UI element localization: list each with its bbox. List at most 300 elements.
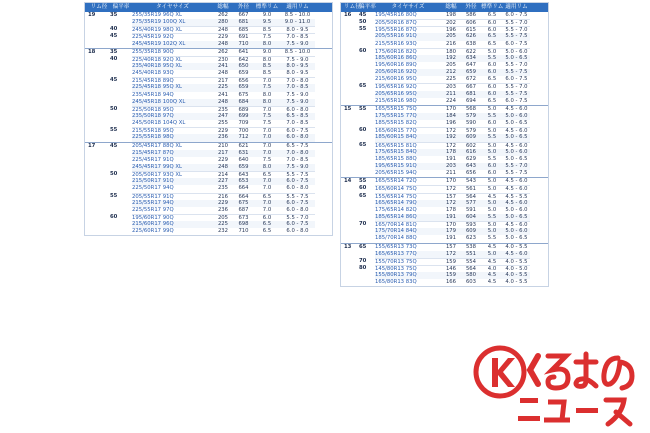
rim-diameter-cell xyxy=(341,120,359,127)
aspect-ratio-cell xyxy=(110,207,132,214)
outer-diameter-cell: 687 xyxy=(238,206,249,213)
aspect-ratio-cell xyxy=(359,149,375,156)
applicable-rim-cell: 4.5 - 6.0 xyxy=(503,200,530,207)
applicable-rim-cell: 5.0 - 6.5 xyxy=(505,120,528,127)
rim-diameter-cell xyxy=(341,170,359,177)
table-row xyxy=(341,120,548,127)
aspect-ratio-cell xyxy=(359,76,375,83)
rim-diameter-cell xyxy=(341,258,359,265)
rim-diameter-cell xyxy=(341,214,359,221)
tire-size-cell: 205/55R17 91Q xyxy=(132,193,213,200)
table-row xyxy=(341,48,548,55)
table-row xyxy=(341,214,548,221)
outer-diameter-cell: 593 xyxy=(461,221,481,228)
aspect-ratio-cell xyxy=(359,55,375,62)
tire-size-cell: 215/60R16 95Q xyxy=(375,76,417,83)
rim-diameter-cell xyxy=(85,70,110,77)
aspect-ratio-cell: 45 xyxy=(110,33,118,40)
standard-rim-cell: 7.5 xyxy=(254,84,280,91)
applicable-rim-cell: 7.0 - 8.5 xyxy=(280,84,315,91)
total-width-cell: 248 xyxy=(213,41,233,48)
table-row xyxy=(85,92,332,99)
total-width-cell: 225 xyxy=(445,76,457,83)
table-row xyxy=(85,84,332,91)
total-width-cell: 241 xyxy=(217,91,229,98)
kurumano-news-logo xyxy=(472,340,642,430)
tire-size-cell: 225/40R18 92Q XL xyxy=(132,56,213,63)
table-row xyxy=(341,279,548,286)
table-row xyxy=(341,76,548,83)
tire-size-cell: 195/55R16 87Q xyxy=(375,26,441,33)
aspect-ratio-cell: 55 xyxy=(110,127,118,134)
aspect-ratio-cell xyxy=(359,41,375,48)
tire-size-cell: 245/40R18 93Q xyxy=(132,70,174,77)
rim-diameter-cell xyxy=(85,185,110,192)
total-width-cell: 203 xyxy=(441,163,461,170)
table-header xyxy=(341,3,548,12)
outer-diameter-cell: 685 xyxy=(233,26,254,33)
standard-rim-cell: 7.0 xyxy=(254,106,280,113)
aspect-ratio-cell xyxy=(110,92,132,99)
rim-diameter-cell xyxy=(341,113,359,120)
total-width-cell: 203 xyxy=(441,83,461,90)
applicable-rim-cell: 6.0 - 7.5 xyxy=(280,221,315,228)
standard-rim-cell: 7.0 xyxy=(254,200,280,207)
applicable-rim-cell: 5.5 - 7.0 xyxy=(503,19,530,26)
standard-rim-cell: 4.5 xyxy=(481,193,503,200)
applicable-rim-cell: 7.5 - 9.0 xyxy=(280,164,315,171)
rim-diameter-cell xyxy=(85,221,110,228)
applicable-rim-cell: 6.0 - 7.5 xyxy=(505,76,528,83)
outer-diameter-cell: 643 xyxy=(233,171,254,178)
aspect-ratio-cell xyxy=(110,63,132,70)
rim-diameter-cell xyxy=(341,127,359,134)
total-width-cell: 235 xyxy=(217,185,229,192)
total-width-cell: 198 xyxy=(445,12,457,18)
outer-diameter-cell: 602 xyxy=(461,142,481,149)
table-row xyxy=(85,99,332,106)
total-width-cell: 229 xyxy=(213,33,233,40)
outer-diameter-cell: 609 xyxy=(461,134,481,141)
aspect-ratio-cell xyxy=(110,19,132,26)
standard-rim-cell: 8.0 xyxy=(262,91,272,98)
standard-rim-cell: 6.5 xyxy=(487,40,497,47)
outer-diameter-cell: 568 xyxy=(465,105,477,112)
tire-size-cell: 245/45R19 102Q XL xyxy=(132,41,213,48)
rim-diameter-cell xyxy=(85,41,110,48)
outer-diameter-cell: 586 xyxy=(465,12,477,18)
tire-size-cell: 215/55R16 93Q xyxy=(375,40,417,47)
aspect-ratio-cell xyxy=(110,228,132,235)
tire-size-cell: 275/35R19 100Q XL xyxy=(132,19,213,26)
total-width-cell: 192 xyxy=(441,55,461,62)
total-width-cell: 225 xyxy=(213,221,233,228)
tire-size-cell: 215/50R17 91Q xyxy=(132,178,213,185)
applicable-rim-cell: 5.5 - 7.5 xyxy=(280,193,315,200)
aspect-ratio-cell xyxy=(359,120,375,127)
outer-diameter-cell: 667 xyxy=(238,12,249,18)
header-applicable-rim: 適用リム xyxy=(505,4,528,10)
rim-diameter-cell xyxy=(341,185,359,192)
table-row xyxy=(341,105,548,113)
aspect-ratio-cell: 65 xyxy=(359,243,367,250)
rim-diameter-cell xyxy=(85,127,110,134)
standard-rim-cell: 7.5 xyxy=(254,33,280,40)
table-body xyxy=(85,12,332,235)
applicable-rim-cell: 8.0 - 9.5 xyxy=(280,63,315,70)
tire-size-cell: 165/65R13 77Q xyxy=(375,251,441,258)
total-width-cell: 236 xyxy=(217,206,229,213)
standard-rim-cell: 6.0 xyxy=(481,163,503,170)
table-row xyxy=(341,258,548,265)
tire-size-cell: 225/45R18 95Q XL xyxy=(132,84,213,91)
standard-rim-cell: 5.0 xyxy=(481,48,503,55)
tire-size-cell: 165/80R13 83Q xyxy=(375,279,417,286)
tire-size-cell: 215/55R17 94Q xyxy=(132,200,213,207)
aspect-ratio-cell: 55 xyxy=(110,192,118,199)
aspect-ratio-cell xyxy=(110,70,132,77)
total-width-cell: 241 xyxy=(213,63,233,70)
applicable-rim-cell: 6.0 - 7.5 xyxy=(505,97,528,104)
rim-diameter-cell xyxy=(85,207,110,214)
header-standard-rim: 標準リム xyxy=(255,4,279,10)
standard-rim-cell: 7.5 xyxy=(262,120,272,127)
tire-size-cell: 235/40R18 95Q XL xyxy=(132,63,213,70)
standard-rim-cell: 7.0 xyxy=(254,134,280,141)
total-width-cell: 247 xyxy=(213,113,233,120)
applicable-rim-cell: 5.0 - 6.0 xyxy=(503,48,530,55)
tire-size-cell: 225/45R19 92Q xyxy=(132,33,213,40)
tire-table-left xyxy=(84,2,333,236)
outer-diameter-cell: 631 xyxy=(233,150,254,157)
outer-diameter-cell: 643 xyxy=(461,163,481,170)
aspect-ratio-cell xyxy=(359,272,375,279)
aspect-ratio-cell: 45 xyxy=(110,77,118,84)
tire-size-cell: 165/70R14 81Q xyxy=(375,221,441,228)
tire-size-cell: 205/50R17 93Q XL xyxy=(132,171,213,178)
outer-diameter-cell: 650 xyxy=(233,63,254,70)
rim-diameter-cell xyxy=(85,171,110,178)
outer-diameter-cell: 616 xyxy=(461,149,481,156)
total-width-cell: 191 xyxy=(445,235,457,242)
standard-rim-cell: 5.0 xyxy=(481,228,503,235)
outer-diameter-cell: 538 xyxy=(465,243,477,250)
header-outer-diameter: 外径 xyxy=(465,4,477,10)
standard-rim-cell: 5.0 xyxy=(487,178,497,185)
rim-diameter-cell xyxy=(85,84,110,91)
rim-diameter-cell xyxy=(85,157,110,164)
total-width-cell: 159 xyxy=(441,258,461,265)
table-row xyxy=(341,142,548,149)
rim-diameter-cell xyxy=(341,251,359,258)
rim-diameter-cell xyxy=(85,214,110,221)
outer-diameter-cell: 681 xyxy=(233,19,254,26)
rim-diameter-cell xyxy=(85,113,110,120)
rim-diameter-cell xyxy=(341,19,359,26)
aspect-ratio-cell xyxy=(110,84,132,91)
outer-diameter-cell: 659 xyxy=(461,69,481,76)
outer-diameter-cell: 675 xyxy=(238,91,249,98)
applicable-rim-cell: 6.0 - 8.0 xyxy=(286,228,309,235)
outer-diameter-cell: 580 xyxy=(461,272,481,279)
standard-rim-cell: 7.0 xyxy=(254,127,280,134)
applicable-rim-cell: 8.0 - 9.5 xyxy=(280,26,315,33)
standard-rim-cell: 7.0 xyxy=(254,77,280,84)
standard-rim-cell: 6.5 xyxy=(487,97,497,104)
aspect-ratio-cell xyxy=(110,185,132,192)
tire-size-cell: 255/35R18 90Q xyxy=(132,48,174,55)
applicable-rim-cell: 4.5 - 5.5 xyxy=(503,193,530,200)
outer-diameter-cell: 626 xyxy=(461,33,481,40)
applicable-rim-cell: 5.0 - 6.0 xyxy=(503,228,530,235)
table-row xyxy=(341,41,548,48)
applicable-rim-cell: 8.5 - 10.0 xyxy=(284,12,311,18)
table-row xyxy=(85,207,332,214)
aspect-ratio-cell xyxy=(110,200,132,207)
table-row xyxy=(341,127,548,134)
total-width-cell: 191 xyxy=(441,214,461,221)
standard-rim-cell: 5.5 xyxy=(481,134,503,141)
table-row xyxy=(85,228,332,235)
applicable-rim-cell: 5.5 - 7.0 xyxy=(280,214,315,221)
standard-rim-cell: 8.5 xyxy=(254,26,280,33)
tire-size-cell: 195/45R16 80Q xyxy=(375,12,417,18)
applicable-rim-cell: 5.5 - 7.5 xyxy=(280,171,315,178)
applicable-rim-cell: 7.0 - 8.5 xyxy=(286,156,309,163)
outer-diameter-cell: 579 xyxy=(461,127,481,134)
rim-diameter-cell xyxy=(341,207,359,214)
standard-rim-cell: 4.5 xyxy=(487,279,497,286)
standard-rim-cell: 5.0 xyxy=(481,149,503,156)
aspect-ratio-cell xyxy=(359,251,375,258)
rim-diameter-cell xyxy=(85,120,110,127)
aspect-ratio-cell: 40 xyxy=(110,26,118,33)
standard-rim-cell: 5.0 xyxy=(481,127,503,134)
outer-diameter-cell: 564 xyxy=(461,193,481,200)
standard-rim-cell: 7.0 xyxy=(254,178,280,185)
applicable-rim-cell: 6.0 - 7.5 xyxy=(280,178,315,185)
table-row xyxy=(341,134,548,141)
applicable-rim-cell: 5.0 - 6.0 xyxy=(503,113,530,120)
aspect-ratio-cell: 60 xyxy=(359,185,367,192)
standard-rim-cell: 6.0 xyxy=(487,61,497,68)
rim-diameter-cell xyxy=(341,272,359,279)
aspect-ratio-cell: 45 xyxy=(359,12,367,18)
tire-size-cell: 185/60R15 84Q xyxy=(375,134,441,141)
header-aspect-ratio: 偏平率 xyxy=(112,4,130,10)
total-width-cell: 170 xyxy=(445,178,457,185)
table-row xyxy=(85,142,332,150)
standard-rim-cell: 6.5 xyxy=(254,171,280,178)
standard-rim-cell: 6.0 xyxy=(481,19,503,26)
aspect-ratio-cell xyxy=(359,134,375,141)
table-row xyxy=(341,200,548,207)
outer-diameter-cell: 710 xyxy=(233,41,254,48)
tire-size-cell: 225/50R18 95Q xyxy=(132,106,213,113)
applicable-rim-cell: 5.5 - 7.5 xyxy=(505,170,528,177)
table-header xyxy=(85,3,332,12)
aspect-ratio-cell: 60 xyxy=(359,127,367,134)
tire-size-cell: 185/70R14 88Q xyxy=(375,235,417,242)
applicable-rim-cell: 4.0 - 5.5 xyxy=(505,243,528,250)
rim-diameter-cell xyxy=(341,142,359,149)
aspect-ratio-cell xyxy=(359,228,375,235)
outer-diameter-cell: 603 xyxy=(465,279,477,286)
rim-diameter-cell xyxy=(341,200,359,207)
standard-rim-cell: 4.5 xyxy=(481,272,503,279)
tire-size-cell: 205/50R16 87Q xyxy=(375,19,441,26)
standard-rim-cell: 5.0 xyxy=(481,251,503,258)
tire-size-cell: 225/55R18 98Q xyxy=(132,134,213,141)
standard-rim-cell: 6.5 xyxy=(262,228,272,235)
standard-rim-cell: 5.5 xyxy=(487,155,497,162)
applicable-rim-cell: 5.0 - 6.0 xyxy=(503,149,530,156)
rim-diameter-cell xyxy=(85,99,110,106)
table-body xyxy=(341,12,548,286)
rim-diameter-cell xyxy=(85,164,110,171)
tire-size-cell: 225/60R17 99Q xyxy=(132,228,174,235)
total-width-cell: 146 xyxy=(441,265,461,272)
aspect-ratio-cell: 55 xyxy=(359,178,367,185)
table-row xyxy=(341,55,548,62)
tire-size-cell: 205/60R16 92Q xyxy=(375,69,441,76)
applicable-rim-cell: 7.5 - 9.0 xyxy=(280,99,315,106)
applicable-rim-cell: 5.5 - 7.0 xyxy=(505,61,528,68)
applicable-rim-cell: 8.5 - 10.0 xyxy=(284,48,311,55)
standard-rim-cell: 5.0 xyxy=(481,185,503,192)
applicable-rim-cell: 6.0 - 8.0 xyxy=(280,106,315,113)
applicable-rim-cell: 8.0 - 9.5 xyxy=(286,70,309,77)
table-row xyxy=(341,177,548,185)
tire-size-cell: 255/35R19 96Q XL xyxy=(132,12,182,18)
total-width-cell: 224 xyxy=(445,97,457,104)
rim-diameter-cell xyxy=(341,228,359,235)
tire-size-cell: 245/50R18 104Q XL xyxy=(132,120,186,127)
table-row xyxy=(85,19,332,26)
applicable-rim-cell: 5.0 - 6.5 xyxy=(503,134,530,141)
aspect-ratio-cell xyxy=(359,91,375,98)
total-width-cell: 184 xyxy=(441,113,461,120)
applicable-rim-cell: 6.0 - 7.5 xyxy=(280,127,315,134)
table-row xyxy=(341,251,548,258)
outer-diameter-cell: 675 xyxy=(233,200,254,207)
rim-diameter-cell xyxy=(341,163,359,170)
tire-size-cell: 215/60R17 96Q xyxy=(132,221,213,228)
total-width-cell: 157 xyxy=(445,243,457,250)
table-row xyxy=(85,120,332,127)
outer-diameter-cell: 689 xyxy=(233,106,254,113)
rim-diameter-cell xyxy=(85,26,110,33)
total-width-cell: 248 xyxy=(213,26,233,33)
applicable-rim-cell: 5.0 - 6.5 xyxy=(505,155,528,162)
aspect-ratio-cell: 60 xyxy=(110,213,118,220)
tire-table-right xyxy=(340,2,549,287)
table-row xyxy=(85,127,332,134)
standard-rim-cell: 6.0 xyxy=(481,26,503,33)
rim-diameter-cell: 16 xyxy=(344,12,352,18)
standard-rim-cell: 5.5 xyxy=(481,113,503,120)
rim-diameter-cell xyxy=(341,98,359,105)
total-width-cell: 172 xyxy=(441,185,461,192)
standard-rim-cell: 6.5 xyxy=(487,76,497,83)
applicable-rim-cell: 7.5 - 9.0 xyxy=(286,91,309,98)
header-rim-diameter: リム径 xyxy=(344,4,361,10)
applicable-rim-cell: 4.5 - 6.0 xyxy=(503,185,530,192)
total-width-cell: 235 xyxy=(213,106,233,113)
total-width-cell: 180 xyxy=(441,48,461,55)
tire-size-cell: 225/45R17 91Q xyxy=(132,156,174,163)
aspect-ratio-cell: 65 xyxy=(359,83,367,90)
header-total-width: 総幅 xyxy=(445,4,457,10)
tire-size-cell: 205/65R16 95Q xyxy=(375,91,441,98)
total-width-cell: 255 xyxy=(217,120,229,127)
rim-diameter-cell xyxy=(341,221,359,228)
outer-diameter-cell: 623 xyxy=(465,235,477,242)
applicable-rim-cell: 4.5 - 6.0 xyxy=(503,127,530,134)
aspect-ratio-cell xyxy=(359,98,375,105)
aspect-ratio-cell: 55 xyxy=(359,105,367,112)
total-width-cell: 230 xyxy=(213,56,233,63)
total-width-cell: 172 xyxy=(441,200,461,207)
total-width-cell: 210 xyxy=(217,142,229,149)
outer-diameter-cell: 673 xyxy=(233,214,254,221)
total-width-cell: 172 xyxy=(441,127,461,134)
table-row xyxy=(85,200,332,207)
applicable-rim-cell: 9.0 - 11.0 xyxy=(280,19,315,26)
applicable-rim-cell: 5.5 - 7.5 xyxy=(503,91,530,98)
table-row xyxy=(85,56,332,63)
table-row xyxy=(341,170,548,177)
table-row xyxy=(341,185,548,192)
applicable-rim-cell: 7.0 - 8.5 xyxy=(286,120,309,127)
standard-rim-cell: 5.5 xyxy=(481,55,503,62)
outer-diameter-cell: 659 xyxy=(233,164,254,171)
rim-diameter-cell xyxy=(341,69,359,76)
tire-size-cell: 225/55R17 97Q xyxy=(132,206,174,213)
outer-diameter-cell: 577 xyxy=(461,200,481,207)
table-row xyxy=(85,70,332,77)
table-row xyxy=(341,156,548,163)
applicable-rim-cell: 4.5 - 6.0 xyxy=(505,105,528,112)
outer-diameter-cell: 699 xyxy=(233,113,254,120)
total-width-cell: 248 xyxy=(213,99,233,106)
tire-size-cell: 155/70R13 75Q xyxy=(375,258,441,265)
aspect-ratio-cell: 50 xyxy=(110,171,118,178)
total-width-cell: 159 xyxy=(441,272,461,279)
rim-diameter-cell xyxy=(341,134,359,141)
aspect-ratio-cell xyxy=(359,69,375,76)
tire-size-cell: 175/65R15 84Q xyxy=(375,149,441,156)
aspect-ratio-cell xyxy=(110,120,132,127)
aspect-ratio-cell xyxy=(110,221,132,228)
tire-size-cell: 155/65R14 75Q xyxy=(375,193,441,200)
table-row xyxy=(85,221,332,228)
standard-rim-cell: 8.5 xyxy=(262,70,272,77)
table-row xyxy=(341,207,548,214)
header-rim-diameter: リム径 xyxy=(90,4,108,10)
aspect-ratio-cell: 65 xyxy=(359,141,367,148)
outer-diameter-cell: 604 xyxy=(461,214,481,221)
rim-diameter-cell xyxy=(85,33,110,40)
rim-diameter-cell: 19 xyxy=(88,12,96,18)
tire-size-cell: 235/45R18 94Q xyxy=(132,91,174,98)
tire-size-cell: 145/80R13 75Q xyxy=(375,265,441,272)
outer-diameter-cell: 700 xyxy=(233,127,254,134)
total-width-cell: 196 xyxy=(445,120,457,127)
total-width-cell: 205 xyxy=(213,214,233,221)
outer-diameter-cell: 656 xyxy=(465,170,477,177)
applicable-rim-cell: 6.0 - 8.0 xyxy=(280,134,315,141)
